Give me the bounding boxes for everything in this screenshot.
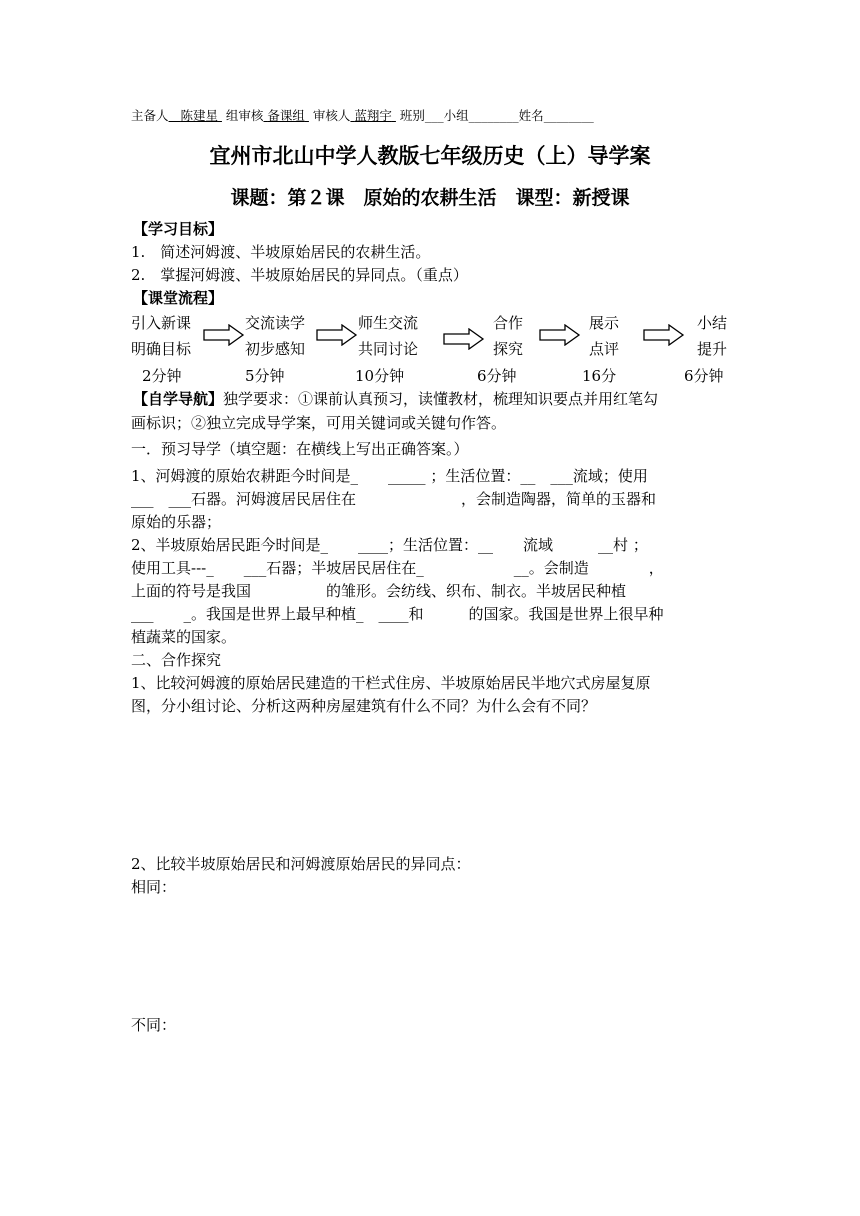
step-2-line1: 交流读学 bbox=[245, 314, 306, 332]
name-blank[interactable]: ________ bbox=[543, 108, 594, 123]
name-label: 姓名 bbox=[518, 108, 544, 123]
step-1-line1: 引入新课 bbox=[131, 314, 192, 332]
preview-line-5[interactable]: 使用工具---_ ___石器；半坡居民居住在_ __。会制造 ， bbox=[131, 559, 664, 577]
arrow-right-icon bbox=[443, 328, 485, 350]
step-4-line1: 合作 bbox=[493, 314, 524, 332]
preview-line-1[interactable]: 1、河姆渡的原始农耕距今时间是_ _____ ；生活位置：__ ___流域；使用 bbox=[131, 467, 648, 485]
team-label: 小组 bbox=[443, 108, 469, 123]
lesson-subtitle: 课题：第２课 原始的农耕生活 课型：新授课 bbox=[230, 187, 630, 209]
explore-question-2: 2、比较半坡原始居民和河姆渡原始居民的异同点： bbox=[131, 855, 471, 873]
preview-line-3: 原始的乐器； bbox=[131, 513, 222, 531]
step-4-line2: 探究 bbox=[493, 340, 524, 358]
reviewer-label: 审核人 bbox=[312, 108, 351, 123]
step-6-line2: 提升 bbox=[697, 340, 728, 358]
step-6-time: 6分钟 bbox=[684, 367, 724, 385]
arrow-right-icon bbox=[203, 324, 245, 346]
goal-item-2: 2. 掌握河姆渡、半坡原始居民的异同点。（重点） bbox=[131, 266, 468, 284]
header-info bbox=[131, 106, 594, 124]
group-value: 备课组 bbox=[267, 108, 305, 123]
explore-question-1-line1: 1、比较河姆渡的原始居民建造的干栏式住房、半坡原始居民半地穴式房屋复原 bbox=[131, 674, 651, 692]
preview-line-8: 植蔬菜的国家。 bbox=[131, 628, 237, 646]
arrow-right-icon bbox=[316, 324, 358, 346]
preview-line-7[interactable]: ___ _。我国是世界上最早种植_ ____和 的国家。我国是世界上很早种 bbox=[131, 605, 664, 623]
self-study-line-2: 画标识；②独立完成导学案，可用关键词或关键句作答。 bbox=[131, 414, 507, 432]
self-study-heading: 【自学导航】 bbox=[133, 390, 224, 408]
step-3-line1: 师生交流 bbox=[358, 314, 419, 332]
step-3-line2: 共同讨论 bbox=[358, 340, 419, 358]
diff-label: 不同： bbox=[131, 1016, 177, 1034]
explore-heading: 二、合作探究 bbox=[131, 651, 222, 669]
step-2-line2: 初步感知 bbox=[245, 340, 306, 358]
process-heading: 【课堂流程】 bbox=[133, 289, 224, 307]
team-blank[interactable]: ________ bbox=[468, 108, 519, 123]
goals-heading: 【学习目标】 bbox=[133, 220, 224, 238]
class-blank[interactable]: ___ bbox=[424, 108, 444, 123]
same-label: 相同： bbox=[131, 878, 177, 896]
step-4-time: 6分钟 bbox=[477, 367, 517, 385]
preview-line-4[interactable]: 2、半坡原始居民距今时间是_ ____；生活位置：__ 流域 __村 ； bbox=[131, 536, 648, 554]
lead-value: 陈建星 bbox=[180, 108, 218, 123]
self-study-line-1: 【自学导航】独学要求：①课前认真预习，读懂教材，梳理知识要点并用红笔勾 bbox=[133, 390, 659, 408]
explore-question-1-line2: 图，分小组讨论、分析这两种房屋建筑有什么不同？为什么会有不同？ bbox=[131, 697, 597, 715]
group-label: 组审核 bbox=[225, 108, 264, 123]
preview-heading: 一．预习导学（填空题：在横线上写出正确答案。） bbox=[131, 440, 469, 458]
step-3-time: 10分钟 bbox=[355, 367, 405, 385]
page-title: 宜州市北山中学人教版七年级历史（上）导学案 bbox=[209, 143, 651, 168]
goal-item-1: 1. 简述河姆渡、半坡原始居民的农耕生活。 bbox=[131, 243, 431, 261]
step-1-time: 2分钟 bbox=[142, 367, 182, 385]
preview-line-2[interactable]: ___ ___石器。河姆渡居民居住在 ，会制造陶器，简单的玉器和 bbox=[131, 490, 657, 508]
lead-label: 主备人 bbox=[131, 108, 169, 123]
arrow-right-icon bbox=[539, 324, 581, 346]
class-label: 班别 bbox=[399, 108, 425, 123]
step-5-time: 16分 bbox=[582, 367, 617, 385]
step-2-time: 5分钟 bbox=[245, 367, 285, 385]
step-6-line1: 小结 bbox=[697, 314, 728, 332]
step-1-line2: 明确目标 bbox=[131, 340, 192, 358]
arrow-right-icon bbox=[643, 324, 685, 346]
step-5-line1: 展示 bbox=[589, 314, 620, 332]
preview-line-6[interactable]: 上面的符号是我国 的雏形。会纺线、织布、制衣。半坡居民种植 bbox=[131, 582, 627, 600]
step-5-line2: 点评 bbox=[589, 340, 620, 358]
reviewer-value: 蓝翔宇 bbox=[354, 108, 392, 123]
